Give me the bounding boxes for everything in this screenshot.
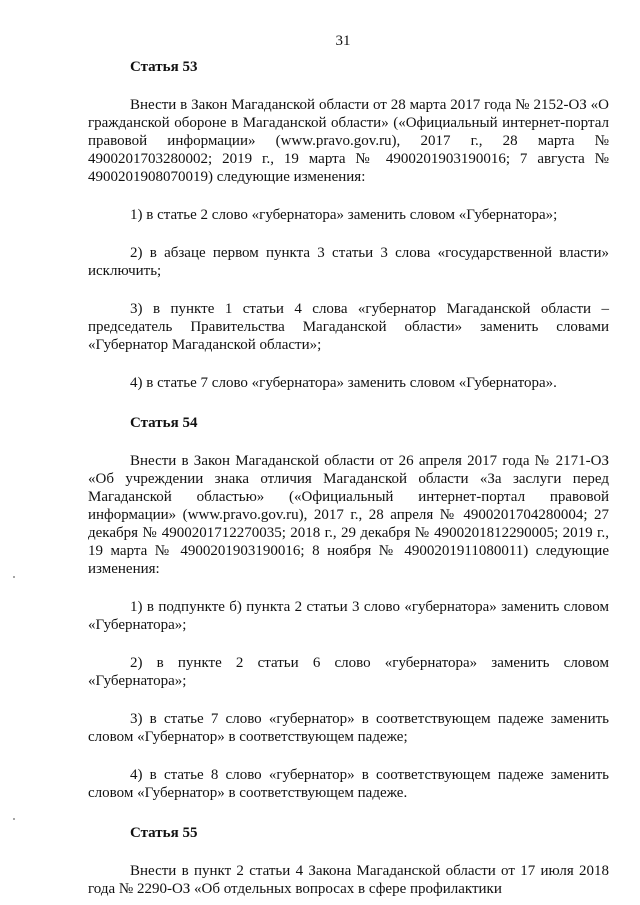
article-53-item-4: 4) в статье 7 слово «губернатора» заменить словом «Губернатора».	[130, 375, 557, 391]
article-54-intro: Внести в Закон Магаданской области от 26 апреля 2017 года № 2171-ОЗ «Об учреждении знака отличия Магаданской области «За заслуги перед Магаданской областью» («Официальный интернет-портал правовой информации» (www.pravo.gov.ru), 2017 г., 28 апреля № 4900201704280004; 27 декабря № 4900201712270035; 2018 г., 29 декабря № 4900201812290005; 2019 г., 19 марта № 4900201903190016; 8 ноября № 4900201911080011) следующие изменения:	[88, 453, 609, 577]
page-number: 31	[335, 33, 351, 49]
article-54-item-2: 2) в пункте 2 статьи 6 слово «губернатора» заменить словом «Губернатора»;	[88, 655, 609, 689]
article-53-item-1: 1) в статье 2 слово «губернатора» заменить словом «Губернатора»;	[130, 207, 558, 223]
article-53-item-3: 3) в пункте 1 статьи 4 слова «губернатор Магаданской области – председатель Правительства Магаданской области» заменить словами «Губернатор Магаданской области»;	[88, 301, 609, 353]
article-53-title: Статья 53	[130, 59, 198, 75]
document-body	[88, 58, 609, 898]
article-53	[88, 58, 609, 392]
scan-speck	[13, 576, 15, 578]
article-55-title: Статья 55	[130, 825, 198, 841]
scan-speck	[13, 818, 15, 820]
article-54-title: Статья 54	[130, 415, 198, 431]
article-54-item-3: 3) в статье 7 слово «губернатор» в соответствующем падеже заменить словом «Губернатор» в соответствующем падеже;	[88, 711, 609, 745]
article-55-intro: Внести в пункт 2 статьи 4 Закона Магаданской области от 17 июля 2018 года № 2290-ОЗ «Об отдельных вопросах в сфере профилактики	[88, 863, 609, 897]
article-54-item-4: 4) в статье 8 слово «губернатор» в соответствующем падеже заменить словом «Губернатор» в соответствующем падеже.	[88, 767, 609, 801]
article-54-item-1: 1) в подпункте б) пункта 2 статьи 3 слово «губернатора» заменить словом «Губернатора»;	[88, 599, 609, 633]
article-54	[88, 414, 609, 802]
article-53-intro: Внести в Закон Магаданской области от 28 марта 2017 года № 2152-ОЗ «О гражданской обороне в Магаданской области» («Официальный интернет-портал правовой информации» (www.pravo.gov.ru), 2017 г., 28 марта № 4900201703280002; 2019 г., 19 марта № 4900201903190016; 7 августа № 4900201908070019) следующие изменения:	[88, 97, 609, 185]
article-53-item-2: 2) в абзаце первом пункта 3 статьи 3 слова «государственной власти» исключить;	[88, 245, 609, 279]
article-55	[88, 824, 609, 898]
